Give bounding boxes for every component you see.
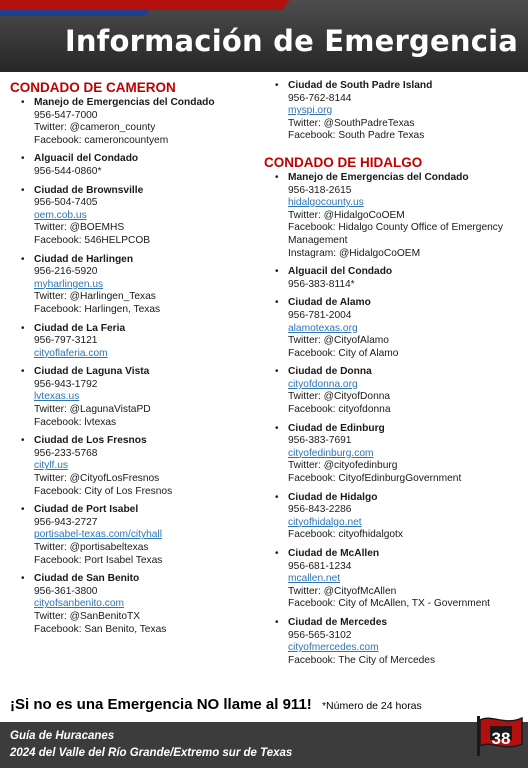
entry-name: • Ciudad de South Padre Island [288, 80, 433, 91]
notice-footnote: *Número de 24 horas [321, 700, 422, 712]
contact-entry [10, 323, 260, 361]
phone-number: 956-544-0860* [34, 165, 102, 177]
left-column [10, 80, 260, 642]
phone-number: 956-383-7691 [288, 435, 352, 447]
phone-number: 956-762-8144 [288, 92, 352, 104]
phone-number: 956-565-3102 [288, 629, 352, 641]
contact-list-hidalgo [264, 172, 526, 667]
contact-detail: Facebook: 546HELPCOB [34, 234, 151, 246]
county-heading-cameron: CONDADO DE CAMERON [10, 80, 176, 95]
phone-number: 956-318-2615 [288, 184, 352, 196]
entry-name: • Alguacil del Condado [288, 266, 393, 278]
entry-name: • Ciudad de Brownsville [34, 184, 144, 196]
contact-detail: Twitter: @CityofMcAllen [288, 585, 397, 597]
footer-guide-title: Guía de Huracanes [10, 730, 115, 742]
website-link[interactable]: cityoflaferia.com [34, 347, 108, 359]
page-number: 38 [491, 729, 511, 748]
entry-name: • Ciudad de San Benito [34, 573, 140, 585]
contact-detail: Facebook: lvtexas [34, 416, 117, 428]
contact-detail: Facebook: City of Los Fresnos [34, 485, 173, 497]
phone-number: 956-383-8114* [288, 278, 355, 290]
website-link[interactable]: citylf.us [34, 460, 68, 472]
emergency-notice [10, 696, 422, 713]
page-header [0, 0, 528, 72]
contact-list-cameron [10, 97, 260, 636]
contact-detail: Twitter: @cityofedinburg [288, 460, 398, 472]
contact-entry [10, 435, 260, 498]
entry-name: • Ciudad de La Feria [34, 322, 126, 334]
contact-detail: Twitter: @CityofLosFresnos [34, 473, 160, 485]
contact-detail: Twitter: @portisabeltexas [34, 542, 149, 553]
phone-number: 956-797-3121 [34, 335, 98, 347]
contact-entry [10, 573, 260, 636]
contact-detail: Facebook: cityofhidalgotx [288, 529, 403, 541]
phone-number: 956-943-1792 [34, 378, 98, 390]
contact-detail: Facebook: Harlingen, Texas [34, 303, 161, 315]
entry-name: • Manejo de Emergencias del Condado [34, 97, 215, 108]
right-column [264, 80, 526, 673]
contact-entry [10, 153, 260, 178]
contact-detail: Facebook: The City of Mercedes [288, 654, 436, 666]
contact-detail: Facebook: Hidalgo County Office of Emergency Management [288, 222, 503, 246]
entry-name: • Ciudad de McAllen [288, 548, 380, 559]
contact-detail: Twitter: @Harlingen_Texas [34, 291, 156, 303]
contact-entry [10, 185, 260, 248]
contact-detail: Twitter: @LagunaVistaPD [34, 404, 151, 416]
contact-entry [264, 548, 526, 611]
entry-name: • Ciudad de Alamo [288, 297, 371, 309]
phone-number: 956-216-5920 [34, 266, 98, 278]
website-link[interactable]: portisabel-texas.com/cityhall [34, 529, 162, 541]
contact-entry [264, 366, 526, 416]
website-link[interactable]: mcallen.net [288, 573, 341, 585]
contact-entry [10, 366, 260, 429]
header-blue-stripe [0, 10, 150, 16]
contact-entry [10, 504, 260, 567]
contact-entry [264, 266, 526, 291]
contact-detail: Facebook: South Padre Texas [288, 130, 425, 142]
contact-detail: Instagram: @HidalgoCoOEM [288, 247, 421, 259]
contact-entry [264, 172, 526, 260]
website-link[interactable]: cityofdonna.org [288, 378, 358, 390]
notice-text: ¡Si no es una Emergencia NO llame al 911! [10, 696, 312, 713]
entry-name: • Manejo de Emergencias del Condado [288, 171, 469, 183]
contact-detail: Twitter: @HidalgoCoOEM [288, 209, 405, 221]
contact-entry [10, 97, 260, 147]
entry-name: • Ciudad de Laguna Vista [34, 366, 150, 378]
website-link[interactable]: myspi.org [288, 105, 333, 117]
website-link[interactable]: oem.cob.us [34, 209, 87, 221]
contact-detail: Facebook: CityofEdinburgGovernment [288, 473, 462, 485]
website-link[interactable]: hidalgocounty.us [288, 197, 364, 209]
phone-number: 956-681-1234 [288, 560, 352, 572]
website-link[interactable]: cityofsanbenito.com [34, 598, 125, 610]
footer-guide-subtitle: 2024 del Valle del Río Grande/Extremo sur de Texas [10, 747, 293, 759]
entry-name: • Ciudad de Port Isabel [34, 504, 139, 516]
website-link[interactable]: cityofmercedes.com [288, 642, 379, 654]
page-title: Información de Emergencia [64, 24, 518, 58]
entry-name: • Ciudad de Harlingen [34, 253, 134, 265]
phone-number: 956-943-2727 [34, 516, 98, 528]
contact-list-cameron-continued [264, 80, 526, 143]
contact-entry [10, 254, 260, 317]
entry-name: • Ciudad de Hidalgo [288, 491, 378, 503]
contact-entry [264, 423, 526, 486]
contact-detail: Facebook: City of Alamo [288, 347, 399, 359]
website-link[interactable]: lvtexas.us [34, 391, 80, 403]
website-link[interactable]: myharlingen.us [34, 278, 104, 290]
phone-number: 956-781-2004 [288, 309, 352, 321]
contact-entry [264, 492, 526, 542]
website-link[interactable]: cityofhidalgo.net [288, 516, 362, 528]
entry-name: • Alguacil del Condado [34, 153, 139, 165]
contact-detail: Twitter: @cameron_county [34, 122, 156, 134]
contact-detail: Facebook: cameroncountyem [34, 134, 169, 146]
contact-detail: Facebook: City of McAllen, TX - Government [288, 598, 490, 610]
contact-entry [264, 617, 526, 667]
entry-name: • Ciudad de Mercedes [288, 616, 388, 628]
phone-number: 956-233-5768 [34, 447, 98, 459]
contact-detail: Twitter: @CityofDonna [288, 391, 391, 403]
entry-name: • Ciudad de Los Fresnos [34, 435, 147, 447]
website-link[interactable]: cityofedinburg.com [288, 447, 374, 459]
phone-number: 956-843-2286 [288, 504, 352, 516]
website-link[interactable]: alamotexas.org [288, 322, 358, 334]
phone-number: 956-361-3800 [34, 585, 98, 597]
contact-detail: Twitter: @SanBenitoTX [34, 610, 141, 622]
entry-name: • Ciudad de Edinburg [288, 422, 385, 434]
contact-detail: Twitter: @SouthPadreTexas [288, 117, 415, 129]
contact-detail: Facebook: cityofdonna [288, 404, 391, 416]
county-heading-hidalgo: CONDADO DE HIDALGO [264, 154, 423, 170]
contact-detail: Twitter: @CityofAlamo [288, 335, 389, 347]
entry-name: • Ciudad de Donna [288, 366, 372, 378]
phone-number: 956-504-7405 [34, 197, 98, 209]
header-red-stripe [0, 0, 290, 10]
phone-number: 956-547-7000 [34, 109, 98, 121]
contact-detail: Twitter: @BOEMHS [34, 222, 125, 234]
contact-detail: Facebook: San Benito, Texas [34, 623, 167, 635]
contact-entry [264, 297, 526, 360]
contact-detail: Facebook: Port Isabel Texas [34, 554, 163, 566]
page-footer [0, 722, 528, 768]
contact-entry [264, 80, 526, 143]
